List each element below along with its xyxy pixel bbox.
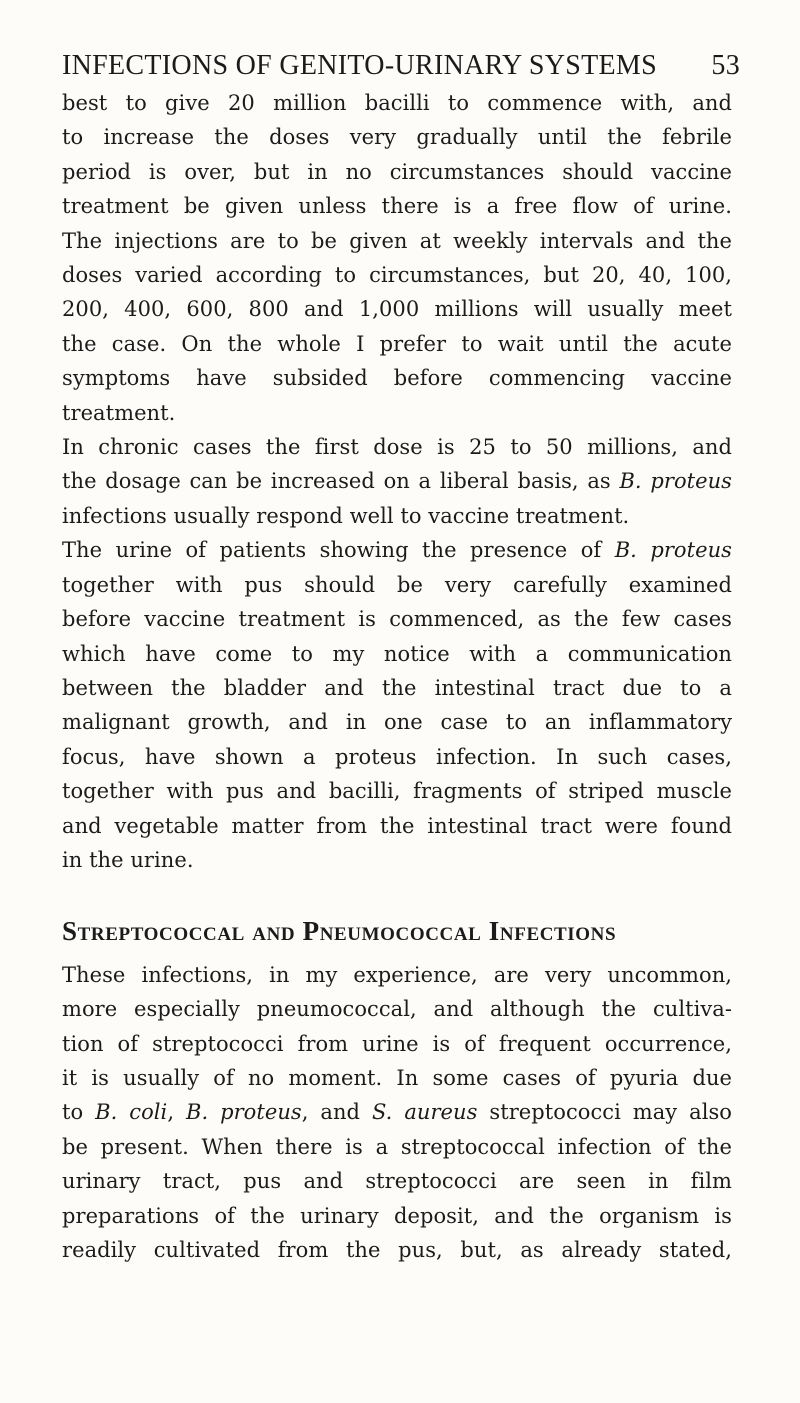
text-line [62, 533, 732, 567]
text-line: readily cultivated from the pus, but, as already stated, [62, 1238, 732, 1262]
text-run: The urine of patients showing the presence of [62, 538, 615, 563]
text-line: 200, 400, 600, 800 and 1,000 millions will usually meet [62, 297, 732, 322]
text-line: treatment be given unless there is a free flow of urine. [62, 194, 732, 219]
text-line: together with pus and bacilli, fragments of striped muscle [62, 779, 732, 804]
paragraph-1 [62, 86, 732, 430]
section-heading: Streptococcal and Pneumococcal Infections [62, 916, 617, 947]
text-line: The injections are to be given at weekly intervals and the [62, 228, 732, 253]
text-line: symptoms have subsided before commencing vaccine [62, 366, 732, 391]
text-line: between the bladder and the intestinal tract due to a [62, 675, 732, 700]
text-line: the case. On the whole I prefer to wait until the acute [62, 331, 732, 356]
text-line: urinary tract, pus and streptococci are seen in film [62, 1169, 732, 1194]
text-line: it is usually of no moment. In some cases of pyuria due [62, 1065, 732, 1090]
body-text [62, 86, 732, 1267]
text-line: more especially pneumococcal, and although the cultiva- [62, 997, 732, 1022]
text-line: In chronic cases the first dose is 25 to 50 millions, and [62, 435, 732, 460]
running-head-title: INFECTIONS OF GENITO-URINARY SYSTEMS [62, 50, 657, 81]
text-run: the dosage can be increased on a liberal basis, as [62, 469, 620, 494]
text-line: together with pus should be very carefully examined [62, 572, 732, 597]
page-number: 53 [711, 50, 740, 81]
species-name: B. proteus [619, 469, 733, 494]
text-line: which have come to my notice with a communication [62, 641, 732, 666]
paragraph-2 [62, 430, 732, 533]
text-line: in the urine. [62, 847, 194, 872]
text-line: malignant growth, and in one case to an inflammatory [62, 710, 732, 735]
text-line: focus, have shown a proteus infection. In such cases, [62, 744, 732, 769]
text-run: , [167, 1100, 186, 1125]
text-run: streptococci may also [477, 1100, 732, 1125]
paragraph-4 [62, 958, 732, 1268]
running-head [62, 50, 740, 82]
text-line: doses varied according to circumstances, but 20, 40, 100, [62, 263, 732, 288]
text-run: , and [301, 1100, 372, 1125]
text-line: infections usually respond well to vaccine treatment. [62, 503, 630, 528]
text-line [62, 1095, 732, 1129]
text-run: to [62, 1100, 96, 1125]
text-line: and vegetable matter from the intestinal tract were found [62, 813, 732, 838]
text-line: preparations of the urinary deposit, and the organism is [62, 1203, 732, 1228]
species-name: B. proteus [614, 538, 732, 563]
text-line: be present. When there is a streptococcal infection of the [62, 1134, 732, 1159]
species-name: B. proteus [185, 1100, 302, 1125]
text-line: best to give 20 million bacilli to commence with, and [62, 91, 732, 115]
text-line: tion of streptococci from urine is of frequent occurrence, [62, 1031, 732, 1056]
text-line: period is over, but in no circumstances should vaccine [62, 159, 732, 184]
text-line [62, 464, 732, 498]
species-name: B. coli [95, 1100, 168, 1125]
species-name: S. aureus [371, 1100, 478, 1125]
text-line: treatment. [62, 400, 176, 425]
paragraph-3 [62, 533, 732, 877]
text-line: These infections, in my experience, are very uncommon, [62, 962, 732, 987]
text-line: to increase the doses very gradually until the febrile [62, 125, 732, 150]
text-line: before vaccine treatment is commenced, as the few cases [62, 607, 732, 632]
